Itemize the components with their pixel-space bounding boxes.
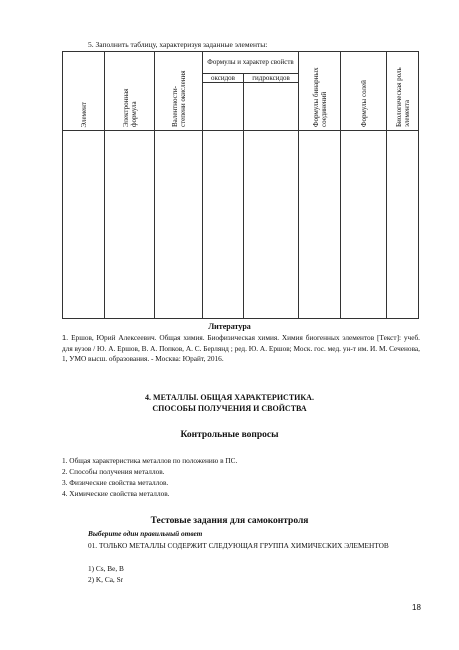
header-oxides: оксидов	[203, 73, 244, 82]
tests-title: Тестовые задания для самоконтроля	[150, 516, 309, 526]
literature-text: Ершов, Юрий Алексеевич. Общая химия. Биофизическая химия. Химия биогенных элементов [Текст]: учеб. для вузов / Ю. А. Ершов, В. А. Попков, А. С. Берлянд ; ред. Ю. А. Ершов; Моск. гос. мед. ун-т им. И. М. Сеченова, 1, УМО высш. образования. - Москва: Юрайт, 2016.	[62, 333, 420, 363]
body-cell	[155, 131, 203, 319]
section-title-line1: 4. МЕТАЛЛЫ. ОБЩАЯ ХАРАКТЕРИСТИКА.	[145, 393, 314, 402]
literature-entry	[62, 333, 420, 365]
tests-instruction: Выберите один правильный ответ	[88, 529, 203, 538]
test-question-1: 01. ТОЛЬКО МЕТАЛЛЫ СОДЕРЖИТ СЛЕДУЮЩАЯ ГРУППА ХИМИЧЕСКИХ ЭЛЕМЕНТОВ	[88, 541, 389, 550]
cell-hydroxides-upper	[244, 82, 299, 130]
body-cell	[299, 131, 341, 319]
page-number: 18	[412, 603, 421, 612]
control-question: 2. Способы получения металлов.	[62, 467, 165, 476]
header-formulas-properties: Формулы и характер свойств	[203, 52, 299, 74]
control-question: 4. Химические свойства металлов.	[62, 489, 170, 498]
task-text: 5. Заполнить таблицу, характеризуя заданные элементы:	[88, 40, 268, 49]
header-electron-formula: Электронная формула	[105, 52, 155, 131]
section-title	[0, 392, 459, 414]
body-cell	[105, 131, 155, 319]
body-cell	[387, 131, 419, 319]
header-element: Элемент	[63, 52, 105, 131]
body-cell	[63, 131, 105, 319]
control-question: 1. Общая характеристика металлов по положению в ПС.	[62, 456, 238, 465]
header-salts: Формулы солей	[341, 52, 387, 131]
header-valence: Валентности-степени окисления	[155, 52, 203, 131]
control-question: 3. Физические свойства металлов.	[62, 478, 169, 487]
header-hydroxides: гидроксидов	[244, 73, 299, 82]
section-title-line2: СПОСОБЫ ПОЛУЧЕНИЯ И СВОЙСТВА	[152, 404, 307, 413]
header-binary-formulas: Формулы бинарных соединений	[299, 52, 341, 131]
body-cell	[244, 131, 299, 319]
test-option: 1) Cs, Be, B	[88, 564, 124, 573]
header-bio-role: Биологическая роль элемента	[387, 52, 419, 131]
body-cell	[341, 131, 387, 319]
test-option: 2) K, Ca, Sr	[88, 575, 124, 584]
control-questions-title: Контрольные вопросы	[180, 430, 279, 440]
literature-number: 1.	[62, 333, 69, 342]
elements-table	[62, 51, 419, 319]
body-cell	[203, 131, 244, 319]
cell-oxides-upper	[203, 82, 244, 130]
literature-title: Литература	[208, 322, 251, 331]
